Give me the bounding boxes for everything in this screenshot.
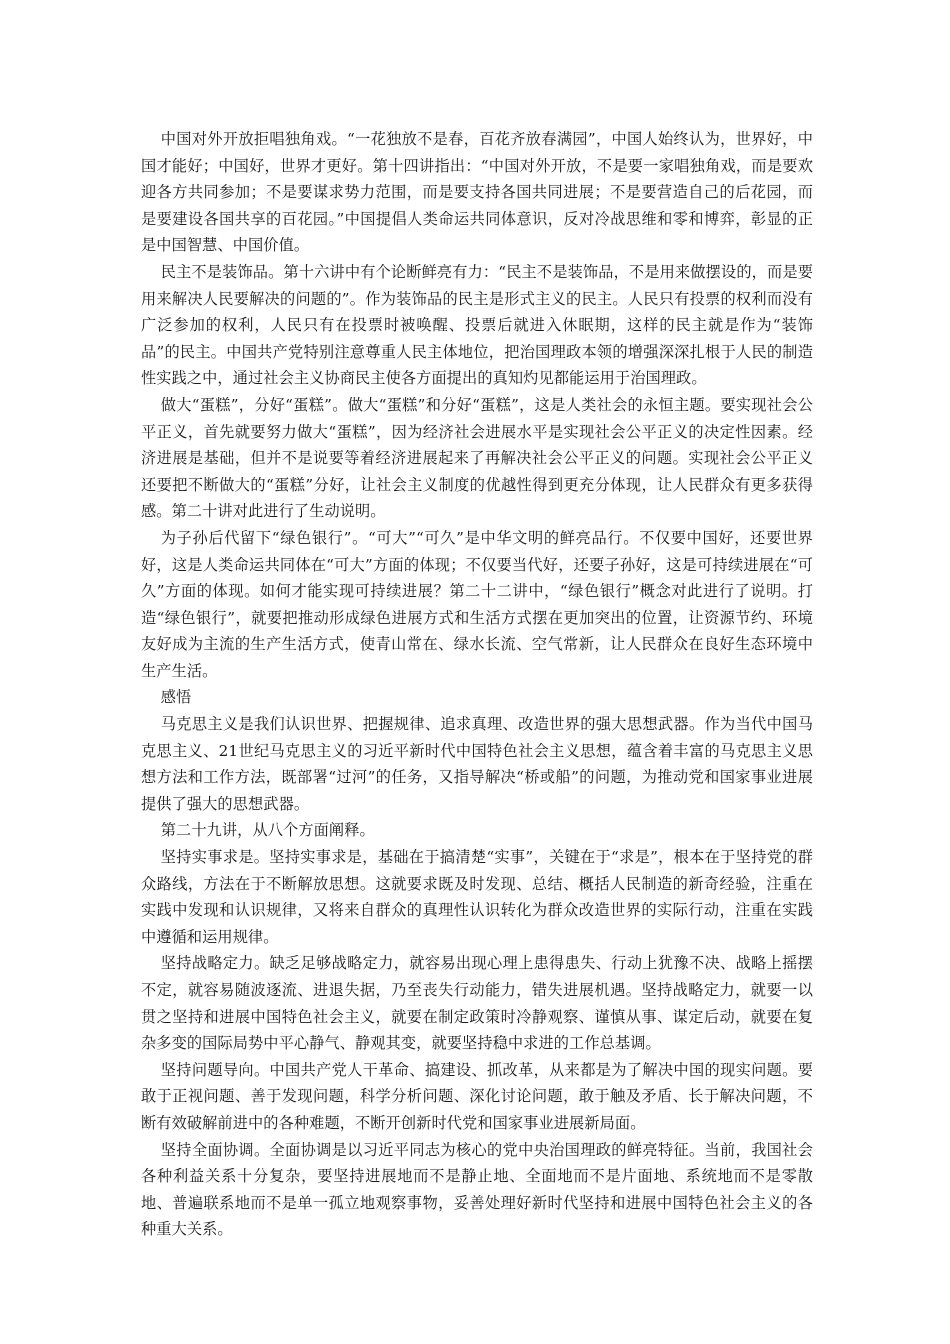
paragraph-strategic-resolve: 坚持战略定力。缺乏足够战略定力，就容易出现心理上患得患失、行动上犹豫不决、战略上摇摆不定，就容易随波逐流、进退失据，乃至丧失行动能力，错失进展机遇。坚持战略定力，就要一以贯之坚持和进展中国特色社会主义，就要在制定政策时冷静观察、谨慎从事、谋定后动，就要在复杂多变的国际局势中平心静气、静观其变，就要坚持稳中求进的工作总基调。 xyxy=(141,954,813,1053)
paragraph-open-door: 中国对外开放拒唱独角戏。“一花独放不是春，百花齐放春满园”，中国人始终认为，世界好，中国才能好；中国好，世界才更好。第十四讲指出：“中国对外开放，不是要一家唱独角戏，而是要欢迎各方共同参加；不是要谋求势力范围，而是要支持各国共同进展；不是要营造自己的后花园，而是要建设各国共享的百花园。”中国提倡人类命运共同体意识，反对冷战思维和零和博弈，彰显的正是中国智慧、中国价值。 xyxy=(141,130,813,255)
paragraph-marxism: 马克思主义是我们认识世界、把握规律、追求真理、改造世界的强大思想武器。作为当代中国马克思主义、21世纪马克思主义的习近平新时代中国特色社会主义思想，蕴含着丰富的马克思主义思想方法和工作方法，既部署“过河”的任务，又指导解决“桥或船”的问题，为推动党和国家事业进展提供了强大的思想武器。 xyxy=(141,715,813,813)
paragraph-cake: 做大“蛋糕”，分好“蛋糕”。做大“蛋糕”和分好“蛋糕”，这是人类社会的永恒主题。要实现社会公平正义，首先就要努力做大“蛋糕”，因为经济社会进展水平是实现社会公平正义的决定性因素。经济进展是基础，但并不是说要等着经济进展起来了再解决社会公平正义的问题。实现社会公平正义还要把不断做大的“蛋糕”分好，让社会主义制度的优越性得到更充分体现，让人民群众有更多获得感。第二十讲对此进行了生动说明。 xyxy=(141,395,813,521)
section-heading-reflection: 感悟 xyxy=(160,688,192,707)
paragraph-green-bank: 为子孙后代留下“绿色银行”。“可大”“可久”是中华文明的鲜亮品行。不仅要中国好，还要世界好，这是人类命运共同体在“可大”方面的体现；不仅要当代好，还要子孙好，这是可持续进展在“可久”方面的体现。如何才能实现可持续进展？第二十二讲中，“绿色银行”概念对此进行了说明。打造“绿色银行”，就要把推动形成绿色进展方式和生活方式摆在更加突出的位置，让资源节约、环境友好成为主流的生产生活方式，使青山常在、绿水长流、空气常新，让人民群众在良好生态环境中生产生活。 xyxy=(141,528,813,680)
document-body xyxy=(141,126,813,1243)
paragraph-seek-truth: 坚持实事求是。坚持实事求是，基础在于搞清楚“实事”，关键在于“求是”，根本在于坚持党的群众路线，方法在于不断解放思想。这就要求既及时发现、总结、概括人民制造的新奇经验，注重在实践中发现和认识规律，又将来自群众的真理性认识转化为群众改造世界的实际行动，注重在实践中遵循和运用规律。 xyxy=(141,848,813,946)
paragraph-democracy: 民主不是装饰品。第十六讲中有个论断鲜亮有力：“民主不是装饰品，不是用来做摆设的，而是要用来解决人民要解决的问题的”。作为装饰品的民主是形式主义的民主。人民只有投票的权利而没有广泛参加的权利，人民只有在投票时被唤醒、投票后就进入休眠期，这样的民主就是作为“装饰品”的民主。中国共产党特别注意尊重人民主体地位，把治国理政本领的增强深深扎根于人民的制造性实践之中，通过社会主义协商民主使各方面提出的真知灼见都能运用于治国理政。 xyxy=(141,262,813,388)
paragraph-coordination: 坚持全面协调。全面协调是以习近平同志为核心的党中央治国理政的鲜亮特征。当前，我国社会各种利益关系十分复杂，要坚持进展地而不是静止地、全面地而不是片面地、系统地而不是零散地、普遍联系地而不是单一孤立地观察事物，妥善处理好新时代坚持和进展中国特色社会主义的各种重大关系。 xyxy=(141,1140,813,1239)
paragraph-problem-oriented: 坚持问题导向。中国共产党人干革命、搞建设、抓改革，从来都是为了解决中国的现实问题。要敢于正视问题、善于发现问题，科学分析问题、深化讨论问题，敢于触及矛盾、长于解决问题，不断有效破解前进中的各种难题，不断开创新时代党和国家事业进展新局面。 xyxy=(141,1060,813,1132)
paragraph-lecture-29: 第二十九讲，从八个方面阐释。 xyxy=(160,821,375,840)
